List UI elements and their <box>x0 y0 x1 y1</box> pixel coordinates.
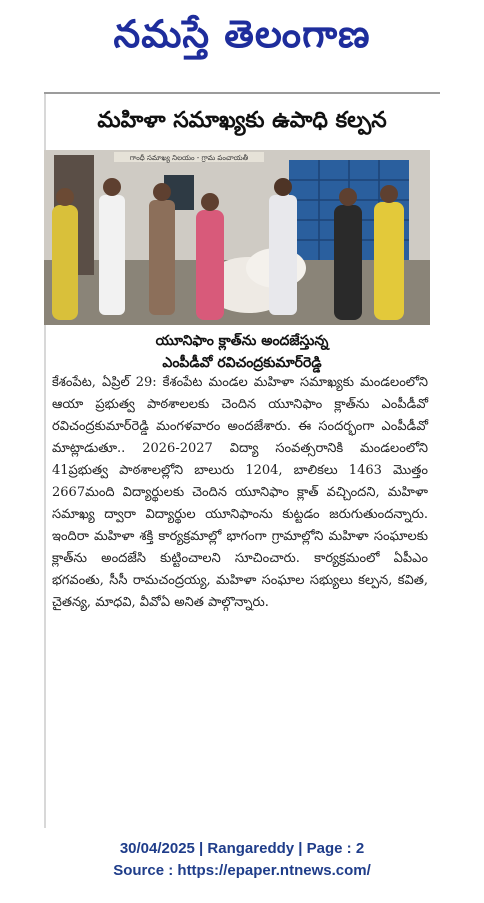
page-footer <box>0 838 484 882</box>
article-headline: మహిళా సమాఖ్యకు ఉపాధి కల్పన <box>97 108 387 133</box>
news-photo <box>44 150 430 325</box>
article-body <box>52 372 428 614</box>
masthead-divider <box>44 92 440 94</box>
photo-caption <box>44 330 440 374</box>
photo-banner-text: గాంధీ సమాఖ్య నిలయం - గ్రామ పంచాయతీ <box>129 154 249 162</box>
article-paragraph: కేశంపేట, ఏప్రిల్ 29: కేశంపేట మండల మహిళా సమాఖ్యకు మండలంలోని ఆయా ప్రభుత్వ పాఠశాలలకు చెందిన యూనిఫాం క్లాత్‌ను ఎంపీడీవో రవిచంద్రకుమార్‌రెడ్డి మంగళవారం అందజేశారు. ఈ సందర్భంగా ఎంపీడీవో మాట్లాడుతూ.. 2026-2027 విద్యా సంవత్సరానికి మండలంలోని 41ప్రభుత్వ పాఠశాలల్లోని బాలురు 1204, బాలికలు 1463 మొత్తం 2667మంది విద్యార్థులకు చెందిన యూనిఫాం క్లాత్ వచ్చిందని, మహిళా సమాఖ్య ద్వారా విద్యార్థుల యూనిఫాంను కుట్టడం జరుగుతుందన్నారు. ఇందిరా మహిళా శక్తి కార్యక్రమాల్లో భాగంగా గ్రామాల్లోని మహిళా సంఘాలకు క్లాత్‌ను అందజేసి కుట్టించాలని సూచించారు. కార్యక్రమంలో ఏపీఎం భగవంతు, సీసీ రామచంద్రయ్య, మహిళా సంఘాల సభ్యులు కల్పన, కవిత, చైతన్య, మాధవి, వీవోఏ అనిత పాల్గొన్నారు. <box>52 375 428 610</box>
caption-line-2: ఎంపీడీవో రవిచంద్రకుమార్‌రెడ్డి <box>162 355 322 371</box>
footer-source: Source : https://epaper.ntnews.com/ <box>113 862 371 879</box>
newspaper-masthead <box>44 6 440 72</box>
caption-line-1: యూనిఫాం క్లాత్‌ను అందజేస్తున్న <box>155 333 329 349</box>
photo-illustration <box>44 150 430 325</box>
masthead-title: నమస్తే తెలంగాణ <box>113 12 371 56</box>
footer-date-edition: 30/04/2025 | Rangareddy | Page : 2 <box>119 840 365 857</box>
